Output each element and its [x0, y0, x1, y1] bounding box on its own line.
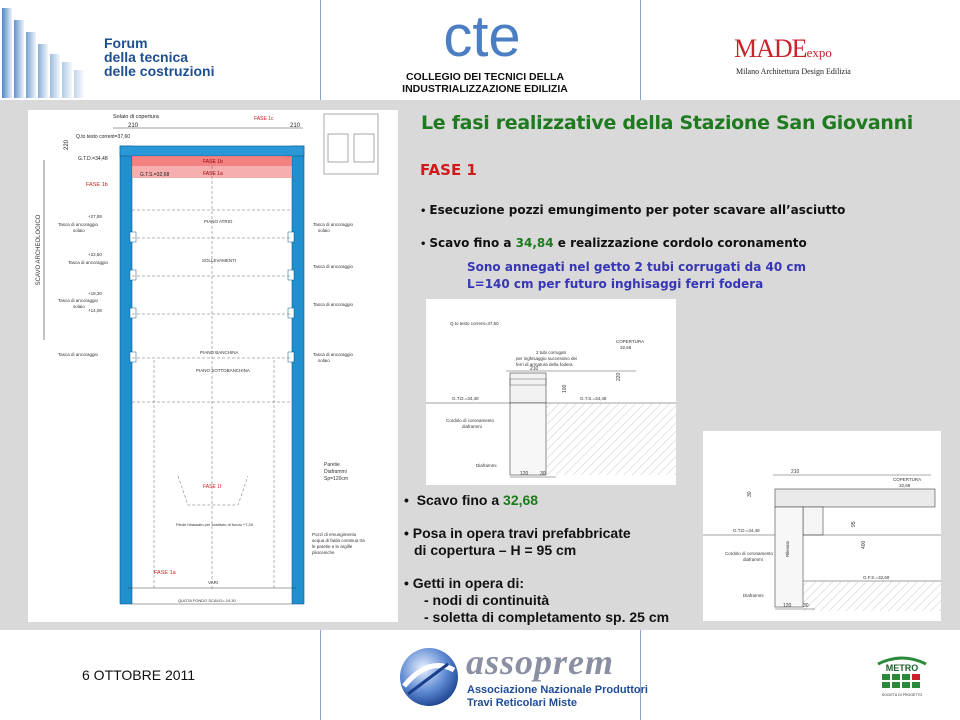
note-line: L=140 cm per futuro inghisaggi ferri fodera [467, 277, 764, 291]
svg-text:Cordolo di coronamento: Cordolo di coronamento [725, 551, 774, 556]
bullet-beams-line2: di copertura – H = 95 cm [414, 542, 577, 558]
bullet-excavation: • Scavo fino a 34,84 e realizzazione cordolo coronamento [420, 236, 807, 250]
bullet-dot: • [404, 492, 417, 508]
assoprem-globe-icon [398, 646, 460, 708]
svg-text:Tasca di ancoraggio: Tasca di ancoraggio [313, 222, 354, 227]
svg-text:30: 30 [803, 603, 809, 609]
svg-text:Tasca di ancoraggio: Tasca di ancoraggio [58, 352, 99, 357]
svg-text:210: 210 [290, 123, 301, 129]
svg-text:Sp=120cm: Sp=120cm [324, 476, 349, 482]
bullet-dot: • [404, 525, 413, 541]
svg-text:FASE 1a: FASE 1a [154, 570, 176, 576]
svg-text:220: 220 [64, 139, 70, 150]
svg-text:120: 120 [783, 603, 792, 609]
made-expo-tagline: Milano Architettura Design Edilizia [736, 67, 851, 76]
svg-text:Diaframmi: Diaframmi [324, 469, 347, 475]
svg-text:G.T.S.=32,68: G.T.S.=32,68 [140, 172, 170, 178]
svg-text:Tasca di ancoraggio: Tasca di ancoraggio [58, 298, 99, 303]
svg-text:G.T.D.=34,48: G.T.D.=34,48 [452, 396, 479, 401]
svg-text:per inghisaggio successivo dei: per inghisaggio successivo dei [516, 356, 578, 361]
svg-text:Cordolo di coronamento: Cordolo di coronamento [446, 418, 495, 423]
svg-text:FASE 1f: FASE 1f [203, 484, 222, 490]
svg-text:FASE 1a: FASE 1a [203, 171, 223, 177]
svg-text:G.T.D.=34,48: G.T.D.=34,48 [733, 528, 760, 533]
date: 6 OTTOBRE 2011 [82, 667, 196, 683]
svg-text:+27,88: +27,88 [88, 214, 102, 219]
header-divider [320, 0, 321, 100]
bullet-dot: • [404, 575, 413, 591]
svg-text:VARI: VARI [208, 580, 219, 585]
svg-text:SOCIETÀ DI PROGETTO: SOCIETÀ DI PROGETTO [881, 693, 923, 697]
bullet-dot: • [420, 206, 427, 217]
svg-text:diaframmi: diaframmi [462, 424, 482, 429]
svg-text:+14,08: +14,08 [88, 308, 102, 313]
station-section-drawing [28, 110, 398, 622]
svg-text:Pozzi di emungimento: Pozzi di emungimento [312, 532, 357, 537]
bullet-beams: • Posa in opera travi prefabbricate [404, 525, 631, 541]
svg-text:Rilevato: Rilevato [785, 540, 790, 557]
bullet-wells: • Esecuzione pozzi emungimento per poter scavare all’asciutto [420, 203, 846, 217]
note-line: Sono annegati nel getto 2 tubi corrugati da 40 cm [467, 260, 806, 274]
svg-text:PIANO BANCHINA: PIANO BANCHINA [200, 350, 239, 355]
phase-heading: FASE 1 [420, 161, 477, 179]
svg-text:Q.to testo corrent=37,60: Q.to testo corrent=37,60 [76, 134, 131, 140]
casts-item: - soletta di completamento sp. 25 cm [424, 609, 670, 625]
forum-name: Forum della tecnica delle costruzioni [104, 35, 215, 79]
svg-text:SCAVO ARCHEOLOGICO: SCAVO ARCHEOLOGICO [36, 214, 42, 286]
svg-text:COPERTURA: COPERTURA [893, 477, 922, 482]
svg-text:Diaframmi: Diaframmi [743, 593, 764, 598]
cte-name: COLLEGIO DEI TECNICI DELLA INDUSTRIALIZZAZIONE EDILIZIA [402, 71, 568, 95]
svg-text:solaio: solaio [73, 304, 85, 309]
svg-text:Solaio di copertura: Solaio di copertura [113, 114, 159, 120]
svg-text:G.T.S.=34,48: G.T.S.=34,48 [580, 396, 607, 401]
header-divider [640, 0, 641, 100]
svg-text:Tasca di ancoraggio: Tasca di ancoraggio [313, 264, 354, 269]
svg-text:30: 30 [747, 491, 753, 497]
svg-text:30: 30 [540, 471, 546, 477]
svg-text:Tasca di ancoraggio: Tasca di ancoraggio [58, 222, 99, 227]
svg-text:le paretie e le argille: le paretie e le argille [312, 544, 353, 549]
made-expo-logo: MADEexpo [734, 34, 832, 63]
svg-text:FASE 1b: FASE 1b [203, 159, 223, 165]
svg-text:Diaframmi: Diaframmi [476, 463, 497, 468]
svg-text:PIANO ATRIO: PIANO ATRIO [204, 219, 233, 224]
bullet-dot: • [420, 239, 427, 250]
assoprem-logo-text: assoprem [466, 642, 615, 682]
svg-text:32,68: 32,68 [899, 483, 911, 488]
svg-text:400: 400 [861, 540, 867, 549]
svg-text:100: 100 [562, 384, 568, 393]
svg-text:ferri di armatura della fodera: ferri di armatura della fodera [516, 362, 573, 367]
bullet-casts: • Getti in opera di: [404, 575, 525, 591]
svg-text:G.T.D.=34,48: G.T.D.=34,48 [78, 156, 108, 162]
crown-beam-detail-drawing [426, 299, 676, 485]
roof-beam-detail-drawing [703, 431, 941, 621]
cte-logo [436, 6, 528, 66]
svg-text:Q.to testo corrent=37,60: Q.to testo corrent=37,60 [450, 321, 499, 326]
metro-c-logo [876, 654, 928, 700]
casts-item: - nodi di continuità [424, 592, 550, 608]
svg-text:+18,30: +18,30 [88, 291, 102, 296]
svg-text:QUOTA FONDO SCAVO=-19,30: QUOTA FONDO SCAVO=-19,30 [178, 598, 236, 603]
svg-text:Tasca di ancoraggio: Tasca di ancoraggio [313, 352, 354, 357]
header [0, 0, 960, 100]
svg-text:95: 95 [851, 521, 857, 527]
svg-text:Paretie: Paretie [324, 462, 340, 468]
svg-text:METRO: METRO [885, 663, 919, 673]
svg-text:FASE 1c: FASE 1c [254, 116, 274, 122]
svg-text:PIANO SOTTOBANCHINA: PIANO SOTTOBANCHINA [196, 368, 250, 373]
svg-text:solaio: solaio [73, 228, 85, 233]
svg-text:COPERTURA: COPERTURA [616, 339, 645, 344]
svg-text:FASE 1b: FASE 1b [86, 182, 108, 188]
slide-title: Le fasi realizzative della Stazione San Giovanni [421, 112, 914, 134]
svg-text:220: 220 [616, 372, 622, 381]
svg-text:plioceniche: plioceniche [312, 550, 335, 555]
footer-divider [320, 630, 321, 720]
svg-text:Tasca di ancoraggio: Tasca di ancoraggio [313, 302, 354, 307]
assoprem-subtitle: Associazione Nazionale Produttori Travi Reticolari Miste [467, 684, 648, 709]
svg-text:cte: cte [443, 6, 521, 66]
svg-text:32,68: 32,68 [620, 345, 632, 350]
svg-text:G.F.S.=32,68: G.F.S.=32,68 [863, 575, 890, 580]
svg-text:+22,50: +22,50 [88, 252, 102, 257]
svg-text:solaio: solaio [318, 358, 330, 363]
svg-text:120: 120 [520, 471, 529, 477]
svg-text:Piede ribassato per sostituto: Piede ribassato per sostituto di fondo +7,00 [176, 522, 254, 527]
svg-text:210: 210 [128, 123, 139, 129]
svg-text:acqua di falda continua tra: acqua di falda continua tra [312, 538, 365, 543]
svg-text:210: 210 [791, 469, 800, 475]
svg-text:Tasca di ancoraggio: Tasca di ancoraggio [68, 260, 109, 265]
svg-text:2 tubi corrugati: 2 tubi corrugati [536, 350, 566, 355]
svg-text:210: 210 [530, 366, 539, 372]
svg-text:diaframmi: diaframmi [743, 557, 763, 562]
svg-text:solaio: solaio [318, 228, 330, 233]
svg-text:SOLLEVAMENTI: SOLLEVAMENTI [202, 258, 237, 263]
forum-logo-graphic [0, 0, 100, 100]
bullet-excavation-2: • Scavo fino a 32,68 [404, 492, 539, 508]
